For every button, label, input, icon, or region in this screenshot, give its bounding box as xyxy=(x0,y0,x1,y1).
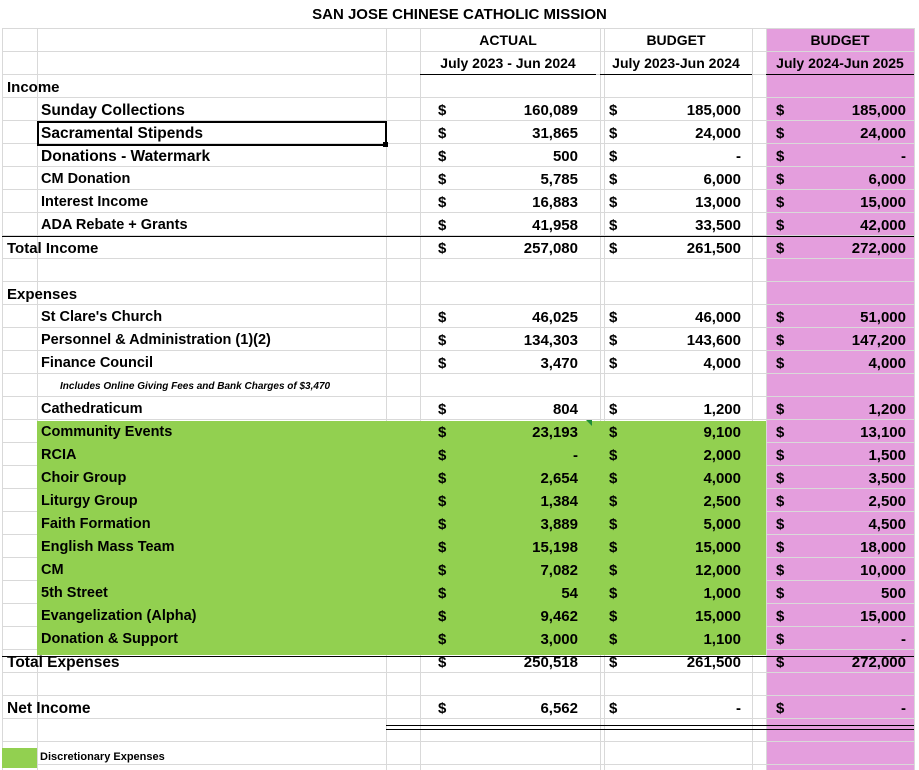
expense-row-budget-2025-currency: $ xyxy=(776,562,785,579)
expense-row-budget-2025-value: 15,000 xyxy=(860,608,906,625)
income-row-actual-value: 16,883 xyxy=(532,194,578,211)
expense-row-label: CM xyxy=(41,562,64,578)
expense-row-budget-2025-currency: $ xyxy=(776,585,785,602)
expense-row-actual-value: 3,889 xyxy=(540,516,578,533)
sheet-title: SAN JOSE CHINESE CATHOLIC MISSION xyxy=(312,6,607,23)
expense-row-actual-value: 54 xyxy=(561,585,578,602)
expense-row-budget-2024-value: 12,000 xyxy=(695,562,741,579)
income-row-actual-value: 31,865 xyxy=(532,125,578,142)
expense-row-actual-value: 9,462 xyxy=(540,608,578,625)
expense-row-actual-currency: $ xyxy=(438,493,447,510)
expense-row-actual-value: 804 xyxy=(552,401,578,418)
expense-row-budget-2025-value: 4,000 xyxy=(868,355,906,372)
fees-note: Includes Online Giving Fees and Bank Charges of $3,470 xyxy=(60,381,331,392)
net-income-row-label: Net Income xyxy=(7,700,91,717)
total-expenses-row-budget-2024-value: 261,500 xyxy=(686,654,741,671)
income-row-budget-2024-currency: $ xyxy=(609,171,618,188)
income-row-actual-value: 500 xyxy=(552,148,578,165)
income-row-actual-currency: $ xyxy=(438,102,447,119)
total-income-row-actual-currency: $ xyxy=(438,240,447,257)
expense-row-budget-2025-currency: $ xyxy=(776,470,785,487)
total-expenses-row xyxy=(0,651,919,674)
income-row-label: Donations - Watermark xyxy=(41,148,211,165)
expense-row-budget-2025-currency: $ xyxy=(776,447,785,464)
total-expenses-row-budget-2025-currency: $ xyxy=(776,654,785,671)
expense-row xyxy=(0,490,919,513)
income-row-budget-2025-value: - xyxy=(901,148,906,165)
expense-row-actual-currency: $ xyxy=(438,539,447,556)
total-income-row xyxy=(0,237,919,260)
col-header-budget-2024-period: July 2023-Jun 2024 xyxy=(612,55,740,71)
expense-row-budget-2025-value: 3,500 xyxy=(868,470,906,487)
income-row-actual-currency: $ xyxy=(438,217,447,234)
col-header-budget-2025: BUDGET xyxy=(810,32,870,48)
discretionary-legend-swatch xyxy=(2,748,37,768)
expense-row-actual-value: - xyxy=(573,447,578,464)
expense-row-budget-2025-value: 1,500 xyxy=(868,447,906,464)
expense-row-budget-2024-currency: $ xyxy=(609,493,618,510)
income-row-label: Sunday Collections xyxy=(41,102,185,119)
expense-row-actual-currency: $ xyxy=(438,631,447,648)
expense-row xyxy=(0,582,919,605)
grid-hline xyxy=(2,51,914,52)
expense-row xyxy=(0,329,919,352)
income-row xyxy=(0,168,919,191)
expense-row-budget-2024-currency: $ xyxy=(609,631,618,648)
income-row-budget-2024-currency: $ xyxy=(609,102,618,119)
expense-row-actual-currency: $ xyxy=(438,447,447,464)
expense-row-label: Donation & Support xyxy=(41,631,178,647)
expense-row-budget-2025-value: 2,500 xyxy=(868,493,906,510)
expense-row xyxy=(0,628,919,651)
income-row-budget-2024-currency: $ xyxy=(609,194,618,211)
income-row-actual-currency: $ xyxy=(438,125,447,142)
expense-row-budget-2024-currency: $ xyxy=(609,401,618,418)
expense-row-label: RCIA xyxy=(41,447,77,463)
expense-row-budget-2024-currency: $ xyxy=(609,562,618,579)
expense-row-actual-currency: $ xyxy=(438,332,447,349)
expense-row-budget-2025-value: - xyxy=(901,631,906,648)
income-row-budget-2025-value: 185,000 xyxy=(851,102,906,119)
income-row-budget-2025-currency: $ xyxy=(776,217,785,234)
expense-row-budget-2025-currency: $ xyxy=(776,631,785,648)
total-income-row-budget-2025-currency: $ xyxy=(776,240,785,257)
income-heading: Income xyxy=(7,79,60,96)
income-row-label: Sacramental Stipends xyxy=(41,125,203,142)
income-row-budget-2025-value: 15,000 xyxy=(860,194,906,211)
expense-row-budget-2024-value: 2,000 xyxy=(703,447,741,464)
expense-row-budget-2025-value: 10,000 xyxy=(860,562,906,579)
income-row-actual-value: 5,785 xyxy=(540,171,578,188)
expense-row-actual-currency: $ xyxy=(438,470,447,487)
expense-row-actual-currency: $ xyxy=(438,608,447,625)
expense-row-budget-2025-currency: $ xyxy=(776,401,785,418)
expense-row-actual-value: 15,198 xyxy=(532,539,578,556)
income-row-budget-2024-value: 33,500 xyxy=(695,217,741,234)
expense-row-label: Personnel & Administration (1)(2) xyxy=(41,332,271,348)
expense-row-budget-2024-currency: $ xyxy=(609,447,618,464)
expense-row xyxy=(0,352,919,375)
discretionary-legend-label: Discretionary Expenses xyxy=(40,751,165,763)
expense-row xyxy=(0,513,919,536)
expense-row-label: Community Events xyxy=(41,424,173,440)
expense-row-budget-2024-currency: $ xyxy=(609,608,618,625)
income-row-budget-2024-value: - xyxy=(736,148,741,165)
expense-row-budget-2024-currency: $ xyxy=(609,424,618,441)
expense-row-budget-2024-currency: $ xyxy=(609,355,618,372)
expense-row-label: English Mass Team xyxy=(41,539,175,555)
expense-row-budget-2024-currency: $ xyxy=(609,332,618,349)
selected-cell[interactable] xyxy=(37,121,387,146)
expense-row-actual-value: 3,000 xyxy=(540,631,578,648)
expense-row-budget-2024-value: 15,000 xyxy=(695,539,741,556)
income-row-budget-2025-currency: $ xyxy=(776,102,785,119)
income-row-budget-2024-currency: $ xyxy=(609,217,618,234)
expense-row-budget-2024-value: 1,200 xyxy=(703,401,741,418)
income-row-budget-2024-value: 13,000 xyxy=(695,194,741,211)
income-row-budget-2025-currency: $ xyxy=(776,194,785,211)
expense-row-actual-value: 1,384 xyxy=(540,493,578,510)
expense-row-budget-2025-value: 51,000 xyxy=(860,309,906,326)
expense-row-label: Liturgy Group xyxy=(41,493,138,509)
expense-row-budget-2024-value: 143,600 xyxy=(686,332,741,349)
income-row-budget-2025-currency: $ xyxy=(776,125,785,142)
grid-hline xyxy=(2,281,914,282)
net-income-row-actual-currency: $ xyxy=(438,700,447,717)
expense-row-budget-2025-currency: $ xyxy=(776,355,785,372)
fill-handle[interactable] xyxy=(383,142,388,147)
expense-row-label: 5th Street xyxy=(41,585,108,601)
expense-row xyxy=(0,421,919,444)
expense-row xyxy=(0,605,919,628)
expense-row xyxy=(0,306,919,329)
col-header-budget-2024: BUDGET xyxy=(646,32,706,48)
income-row xyxy=(0,191,919,214)
expense-row-budget-2024-currency: $ xyxy=(609,585,618,602)
expense-row-actual-currency: $ xyxy=(438,309,447,326)
expense-row-label: Faith Formation xyxy=(41,516,151,532)
net-income-row-actual-value: 6,562 xyxy=(540,700,578,717)
total-income-row-budget-2024-value: 261,500 xyxy=(686,240,741,257)
expense-row-label: Cathedraticum xyxy=(41,401,143,417)
income-row-actual-currency: $ xyxy=(438,148,447,165)
income-row-budget-2024-currency: $ xyxy=(609,125,618,142)
income-row-budget-2025-value: 6,000 xyxy=(868,171,906,188)
expense-row-actual-value: 7,082 xyxy=(540,562,578,579)
expense-row-budget-2025-value: 1,200 xyxy=(868,401,906,418)
comment-indicator xyxy=(586,420,592,426)
income-row xyxy=(0,99,919,122)
expense-row-budget-2024-currency: $ xyxy=(609,309,618,326)
income-row-budget-2025-currency: $ xyxy=(776,148,785,165)
income-heading-row xyxy=(0,76,919,99)
net-income-row-budget-2025-currency: $ xyxy=(776,700,785,717)
total-expenses-row-label: Total Expenses xyxy=(7,654,120,671)
expense-row-actual-value: 134,303 xyxy=(523,332,578,349)
net-income-double-rule xyxy=(386,725,914,730)
expense-row-budget-2024-value: 9,100 xyxy=(703,424,741,441)
net-income-row-budget-2024-currency: $ xyxy=(609,700,618,717)
expense-row xyxy=(0,398,919,421)
expense-row-budget-2025-currency: $ xyxy=(776,516,785,533)
expense-row-budget-2025-currency: $ xyxy=(776,608,785,625)
grid-hline xyxy=(2,741,914,742)
income-row-actual-currency: $ xyxy=(438,194,447,211)
expense-row-budget-2024-value: 1,000 xyxy=(703,585,741,602)
expense-row-budget-2024-value: 1,100 xyxy=(703,631,741,648)
total-income-row-label: Total Income xyxy=(7,240,99,257)
expense-row-budget-2025-value: 4,500 xyxy=(868,516,906,533)
income-row-budget-2024-value: 6,000 xyxy=(703,171,741,188)
expense-row-actual-value: 3,470 xyxy=(540,355,578,372)
expense-row xyxy=(0,536,919,559)
expense-row-budget-2025-value: 147,200 xyxy=(851,332,906,349)
expense-row-budget-2025-currency: $ xyxy=(776,493,785,510)
expense-row xyxy=(0,444,919,467)
expense-row-budget-2024-currency: $ xyxy=(609,516,618,533)
expenses-heading: Expenses xyxy=(7,286,78,303)
income-row-budget-2025-value: 42,000 xyxy=(860,217,906,234)
net-income-row-budget-2025-value: - xyxy=(901,700,906,717)
income-row-budget-2024-value: 185,000 xyxy=(686,102,741,119)
income-row-budget-2024-value: 24,000 xyxy=(695,125,741,142)
expense-row-actual-currency: $ xyxy=(438,562,447,579)
income-row-budget-2025-value: 24,000 xyxy=(860,125,906,142)
expense-row-budget-2025-currency: $ xyxy=(776,309,785,326)
income-row-actual-value: 160,089 xyxy=(523,102,578,119)
budget-2025-header-rule xyxy=(766,74,914,75)
expense-row-budget-2024-currency: $ xyxy=(609,470,618,487)
total-expenses-row-budget-2025-value: 272,000 xyxy=(851,654,906,671)
expense-row-label: Evangelization (Alpha) xyxy=(41,608,197,624)
expense-row-budget-2024-value: 2,500 xyxy=(703,493,741,510)
expense-row-actual-currency: $ xyxy=(438,585,447,602)
expense-row-label: Finance Council xyxy=(41,355,153,371)
expense-row-actual-value: 23,193 xyxy=(532,424,578,441)
col-header-budget-2025-period: July 2024-Jun 2025 xyxy=(776,55,904,71)
income-total-rule xyxy=(2,236,914,237)
grid-hline xyxy=(2,695,914,696)
budget-2024-header-rule xyxy=(600,74,752,75)
income-row-budget-2025-currency: $ xyxy=(776,171,785,188)
expense-row-actual-currency: $ xyxy=(438,516,447,533)
expense-row-label: St Clare's Church xyxy=(41,309,163,325)
income-row-actual-currency: $ xyxy=(438,171,447,188)
expense-row-actual-currency: $ xyxy=(438,424,447,441)
expense-row-budget-2025-value: 500 xyxy=(880,585,906,602)
expense-row-budget-2025-value: 18,000 xyxy=(860,539,906,556)
income-row xyxy=(0,214,919,237)
expense-row-budget-2024-value: 46,000 xyxy=(695,309,741,326)
expense-row-budget-2025-value: 13,100 xyxy=(860,424,906,441)
income-row-budget-2024-currency: $ xyxy=(609,148,618,165)
total-income-row-budget-2025-value: 272,000 xyxy=(851,240,906,257)
income-row-actual-value: 41,958 xyxy=(532,217,578,234)
expense-row-budget-2025-currency: $ xyxy=(776,539,785,556)
expense-row-budget-2024-value: 15,000 xyxy=(695,608,741,625)
expense-row xyxy=(0,559,919,582)
expense-row-label: Choir Group xyxy=(41,470,127,486)
expense-row-budget-2025-currency: $ xyxy=(776,332,785,349)
expense-row-actual-currency: $ xyxy=(438,401,447,418)
expenses-heading-row xyxy=(0,283,919,306)
expense-row-budget-2024-currency: $ xyxy=(609,539,618,556)
income-row-label: Interest Income xyxy=(41,194,149,210)
total-expenses-row-actual-currency: $ xyxy=(438,654,447,671)
expense-row-budget-2025-currency: $ xyxy=(776,424,785,441)
col-header-actual-period: July 2023 - Jun 2024 xyxy=(440,55,576,71)
income-row-label: CM Donation xyxy=(41,171,131,187)
expense-row xyxy=(0,467,919,490)
expense-row-actual-value: 2,654 xyxy=(540,470,578,487)
total-expenses-row-budget-2024-currency: $ xyxy=(609,654,618,671)
income-row xyxy=(0,145,919,168)
total-expenses-row-actual-value: 250,518 xyxy=(523,654,578,671)
expense-total-rule xyxy=(2,656,914,657)
grid-hline xyxy=(2,28,914,29)
net-income-row-budget-2024-value: - xyxy=(736,700,741,717)
actual-header-rule xyxy=(420,74,596,75)
net-income-row xyxy=(0,697,919,720)
expense-row-actual-value: 46,025 xyxy=(532,309,578,326)
expense-row-budget-2024-value: 5,000 xyxy=(703,516,741,533)
total-income-row-actual-value: 257,080 xyxy=(523,240,578,257)
income-row-label: ADA Rebate + Grants xyxy=(41,217,188,233)
expense-row-budget-2024-value: 4,000 xyxy=(703,355,741,372)
expense-row-actual-currency: $ xyxy=(438,355,447,372)
fees-note-row xyxy=(0,375,919,398)
col-header-actual: ACTUAL xyxy=(479,32,537,48)
total-income-row-budget-2024-currency: $ xyxy=(609,240,618,257)
expense-row-budget-2024-value: 4,000 xyxy=(703,470,741,487)
